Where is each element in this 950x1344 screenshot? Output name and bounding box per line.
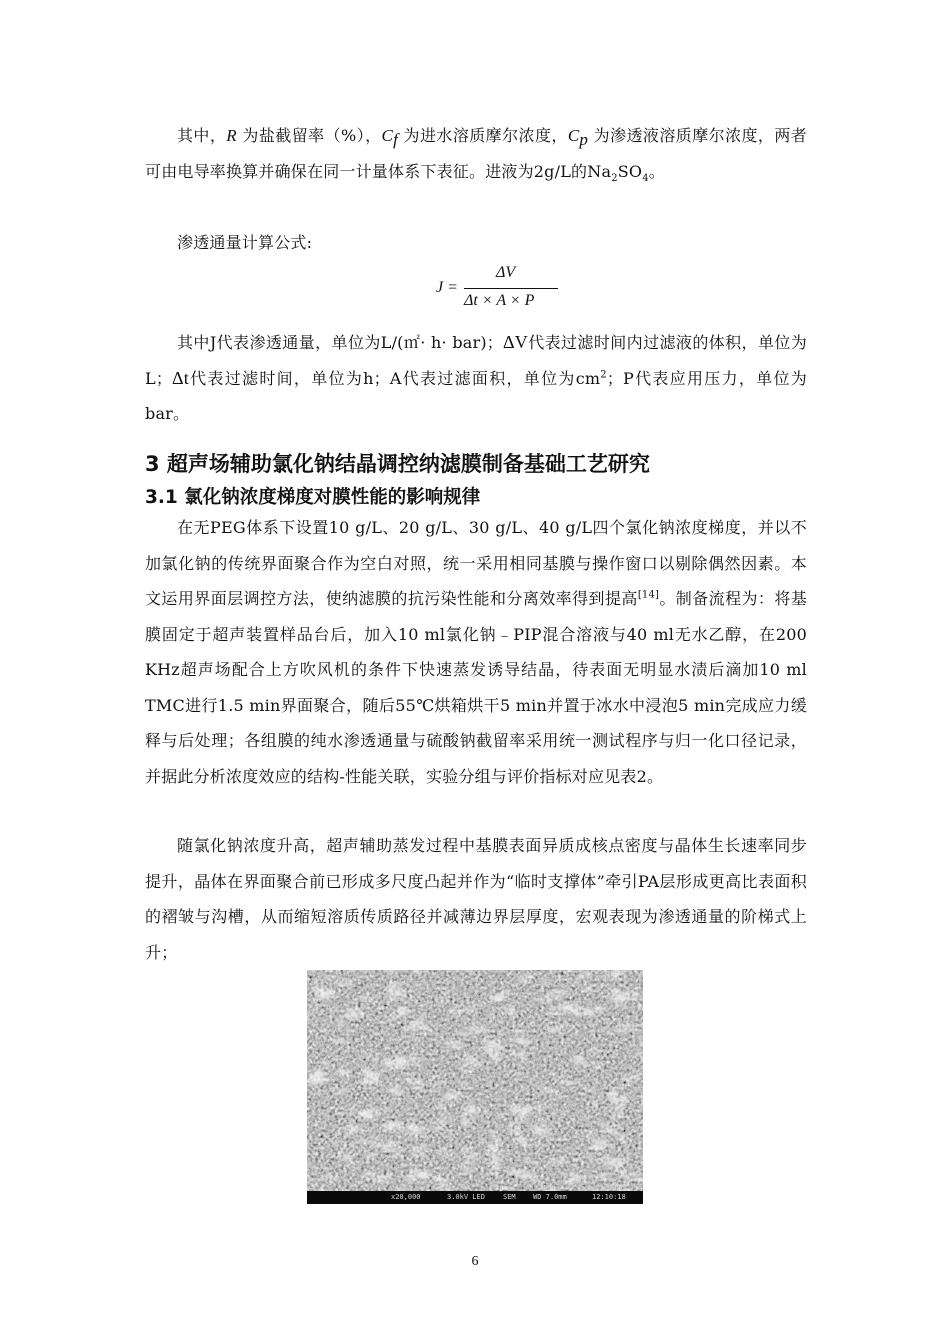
subsection-heading: 3.1 氯化钠浓度梯度对膜性能的影响规律 (145, 487, 481, 508)
intro-text-3: 为进水溶质摩尔浓度， (403, 126, 568, 145)
formula-numerator: ΔV (496, 264, 516, 281)
page-number: 6 (471, 1254, 479, 1269)
var-cp-sub: p (579, 130, 589, 150)
definition-text-4: ；P代表应用压力，单位为bar。 (145, 368, 807, 423)
sem-magnification: x20,000 (391, 1193, 421, 1201)
intro-text-5: SO (617, 161, 643, 181)
sem-voltage: 3.0kV LED (447, 1193, 485, 1201)
sem-mode: SEM (503, 1193, 516, 1201)
intro-text-1: 其中， (177, 126, 227, 145)
sem-scale-label: 1μm (495, 1184, 508, 1192)
definition-text-2: 代表过滤时间内过滤液的体积，单位为L； (145, 333, 807, 388)
flux-formula-label: 渗透通量计算公式: (177, 233, 313, 252)
so4-subscript: 4 (642, 172, 649, 184)
sem-date: 4/23/2026 (587, 1184, 625, 1192)
flux-formula (436, 264, 566, 318)
delta-v-symbol: ΔV (503, 332, 528, 352)
intro-text-2: 为盐截留率（%）， (242, 126, 382, 145)
sem-wd: WD 7.0mm (533, 1193, 567, 1201)
sem-info-bar (307, 1184, 643, 1204)
intro-paragraph (145, 118, 807, 189)
section-heading: 3 超声场辅助氯化钠结晶调控纳滤膜制备基础工艺研究 (145, 452, 650, 476)
fraction-bar (464, 288, 558, 289)
sem-time: 12:10:18 (592, 1193, 626, 1201)
citation: [14] (637, 589, 660, 601)
definition-text-1: 其中J代表渗透通量，单位为L/(㎡· h· bar)； (177, 333, 503, 352)
body1-text-2: 。制备流程为：将基膜固定于超声装置样品台后，加入10 ml氯化钠﹣PIP混合溶液与40 ml无水乙醇，在200 KHz超声场配合上方吹风机的条件下快速蒸发诱导结晶，待表面无明显水渍后滴加10 ml TMC进行1.5 min界面聚合，随后55℃烘箱烘干5 min并置于冰水中浸泡5 min完成应力缓释与后处理；各组膜的纯水渗透通量与硫酸钠截留率采用统一测试程序与归一化口径记录，并据此分析浓度效应的结构-性能关联，实验分组与评价指标对应见表2。 (145, 589, 807, 786)
delta-t-symbol: Δt (172, 367, 190, 388)
formula-denominator: Δt × A × P (464, 292, 535, 309)
body1-text-1: 在无PEG体系下设置10 g/L、20 g/L、30 g/L、40 g/L四个氯化钠浓度梯度，并以不加氯化钠的传统界面聚合作为空白对照，统一采用相同基膜与操作窗口以剔除偶然因素。本文运用界面层调控方法，使纳滤膜的抗污染性能和分离效率得到提高 (145, 518, 807, 608)
var-cp: C (567, 126, 580, 145)
intro-text-4: 为渗透液溶质摩尔浓度，两者可由电导率换算并确保在同一计量体系下表征。进液为2g/L的Na (145, 126, 807, 181)
var-r: R (226, 126, 237, 145)
var-cf-sub: f (393, 130, 398, 150)
cm2-superscript: 2 (600, 369, 607, 381)
body-paragraph-1 (145, 510, 807, 794)
definition-paragraph (145, 325, 807, 432)
sem-micrograph (307, 970, 643, 1204)
intro-text-6: 。 (648, 161, 665, 181)
na2-subscript: 2 (611, 172, 618, 184)
var-cf: C (381, 126, 394, 145)
body-paragraph-2: 随氯化钠浓度升高，超声辅助蒸发过程中基膜表面异质成核点密度与晶体生长速率同步提升，晶体在界面聚合前已形成多尺度凸起并作为“临时支撑体”牵引PA层形成更高比表面积的褶皱与沟槽，从而缩短溶质传质路径并减薄边界层厚度，宏观表现为渗透通量的阶梯式上升； (145, 836, 807, 962)
definition-text-3: 代表过滤时间，单位为h；A代表过滤面积，单位为cm (189, 368, 601, 388)
formula-lhs: J = (436, 279, 458, 296)
sem-maker: JEOL (539, 1184, 556, 1192)
sem-texture (307, 970, 643, 1191)
